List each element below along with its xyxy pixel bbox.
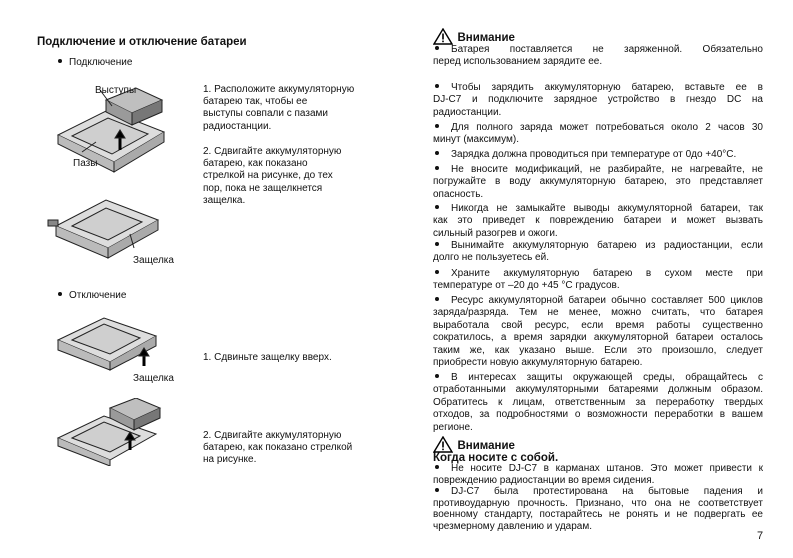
connect-label: Подключение [69,57,133,68]
text-line: DJ-C7 и подключите зарядное устройство в гнездо DC на [433,94,763,106]
text-line: чрезмерному давлению и ударам. [433,520,593,532]
warning-item [433,122,763,147]
text-span: Для полного заряда может потребоваться около 2 часов 30 [451,122,763,133]
text-line [433,149,763,161]
text-line: 2. Сдвигайте аккумуляторную [203,146,342,157]
bullet [435,488,439,492]
text-line [433,268,763,280]
section-title: Подключение и отключение батареи [37,36,247,48]
text-line: как это приведет к повреждению батареи и может вызвать [433,215,763,227]
text-line [433,463,763,475]
text-line: сократилось, а время зарядки аккумуляторной батареи осталось [433,332,763,344]
label-pazy: Пазы [73,158,98,169]
label-vystupy: Выступы [95,85,137,96]
warning-item [433,295,763,369]
text-line: батарею, как показано [203,158,308,170]
text-line: температуре от –20 до +45 °С градусов. [433,280,620,292]
text-line [433,82,763,94]
warning-item [433,463,763,486]
text-line: радиостанции. [433,106,502,118]
page-number: 7 [757,530,764,542]
text-line: приобрести новую аккумуляторную батарею. [433,357,643,369]
text-line: военному стандарту, постарайтесь не ронять и не подвергать ее [433,509,763,521]
text-line: 1. Расположите аккумуляторную [203,84,355,95]
text-line: долго не пользуетесь ей. [433,252,549,264]
illustration-latch-up [52,310,162,372]
text-span: Ресурс аккумуляторной батареи обычно составляет 500 циклов [451,295,763,306]
text-line: противоударную прочность. Признано, что она не соответствует [433,497,763,509]
text-line: сильный разогрев и ожоги. [433,227,558,239]
text-line [433,122,763,134]
bullet [435,166,439,170]
illustration-latch-closed [46,190,166,260]
label-zashchelka-2: Защелка [133,373,174,384]
text-line: таким же, как указано выше. Если это произошло, следует [433,344,763,356]
label-zashchelka-1: Защелка [133,255,174,266]
text-line: заряда/разряда. Тем не менее, можно считать, что батарея [433,307,763,319]
warning-item [433,486,763,532]
disconnect-label: Отключение [69,290,127,301]
bullet [435,374,439,378]
warning-item [433,372,763,434]
illustration-battery-remove [52,398,167,466]
bullet [435,46,439,50]
bullet [435,465,439,469]
text-line: выработала свой ресурс, если время работы существенно [433,319,763,331]
text-line: отработанными аккумуляторными батареями должным образом. [433,384,763,396]
warning-triangle-icon [433,28,453,45]
text-line: батарею, как показано стрелкой [203,442,353,454]
warning2-subtitle: Когда носите с собой. [433,452,559,464]
text-span: Не вносите модификаций, не разбирайте, не нагревайте, не [451,164,763,175]
text-line: опасность. [433,188,484,200]
warning-item [433,240,763,265]
disconnect-subheading [56,290,126,302]
bullet [435,297,439,301]
warning-item [433,82,763,119]
text-span: Зарядка должна проводиться при температуре от 0до +40°С. [451,149,737,160]
step-connect-1 [203,84,361,133]
text-span: Никогда не замыкайте выводы аккумуляторной батареи, так [451,203,763,214]
bullet [435,84,439,88]
bullet [58,292,62,296]
bullet [435,242,439,246]
text-span: Не носите DJ-C7 в карманах штанов. Это может привести к [451,463,763,474]
text-line: стрелкой на рисунке, до тех [203,170,333,182]
text-line [433,372,763,384]
bullet [435,270,439,274]
connect-subheading [56,57,132,69]
text-line: радиостанции. [203,120,272,132]
text-line: выступы совпали с пазами [203,108,328,120]
text-span: Чтобы зарядить аккумуляторную батарею, вставьте ее в [451,82,763,93]
bullet [435,124,439,128]
text-line: регионе. [433,421,473,433]
text-line: защелка. [203,194,246,206]
warning-item [433,164,763,201]
bullet [435,151,439,155]
text-span: Вынимайте аккумуляторную батарею из радиостанции, если [451,240,763,251]
step-disconnect-2 [203,430,365,467]
warning-triangle-icon [433,436,453,453]
text-line: погружайте в воду аккумуляторную батарею, это представляет [433,176,763,188]
text-line [433,295,763,307]
text-line [433,164,763,176]
text-line [433,203,763,215]
text-span: Храните аккумуляторную батарею в сухом месте при [451,268,763,279]
bullet [58,59,62,63]
warning-item [433,268,763,293]
text-line: на рисунке. [203,454,257,466]
step-connect-2 [203,146,361,207]
text-line [433,44,763,56]
text-line: 1. Сдвиньте защелку вверх. [203,352,332,363]
text-line: перед использованием зарядите ее. [433,56,603,68]
text-line [433,240,763,252]
warning-item [433,44,763,69]
text-line: повреждению радиостанции во время сидения. [433,474,655,486]
warning-item [433,149,763,161]
text-span: Батарея поставляется не заряженной. Обязательно [451,44,763,55]
step-disconnect-1 [203,352,361,364]
text-line: 2. Сдвигайте аккумуляторную [203,430,342,441]
text-line: Обратитесь к лицам, ответственным за переработку твердых [433,396,763,408]
bullet [435,205,439,209]
text-line [433,486,763,498]
text-span: DJ-C7 была протестирована на бытовые падения и [451,486,763,497]
text-line: пор, пока не защелкнется [203,182,323,194]
warning-item [433,203,763,240]
text-span: В интересах защиты окружающей среды, обращайтесь с [451,372,763,383]
text-line: батарею так, чтобы ее [203,96,308,108]
warning1-title: Внимание [457,32,515,44]
warning2-title: Внимание [457,440,515,452]
text-line: минут (максимум). [433,134,520,146]
text-line: отходов, за подробностями о возможности переработки в вашем [433,409,763,421]
